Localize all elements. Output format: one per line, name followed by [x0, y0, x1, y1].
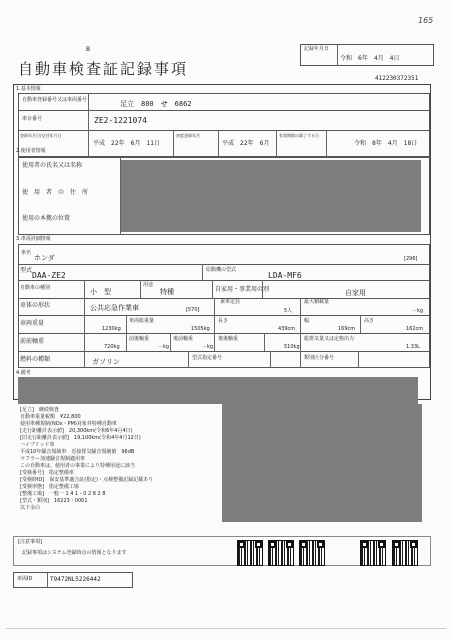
vehicle-name: ホンダ	[34, 254, 55, 262]
engine-model: LDA-MF6	[268, 271, 302, 280]
remark-line: 自動車重量税額 ¥22,800	[20, 414, 81, 420]
handwritten-page-number: 165	[418, 16, 434, 25]
vehicle-type-label: 自動車の種別	[20, 285, 51, 291]
rear-rear-axle: 510kg	[284, 344, 300, 350]
front-axle-label: 前前軸重	[20, 338, 45, 345]
form-letter: B	[86, 46, 91, 53]
body-shape-label: 車体の形状	[20, 302, 51, 309]
weight-label: 車両重量	[20, 320, 45, 327]
width-label: 幅	[304, 318, 310, 324]
remark-line: [足立] 継続検査	[20, 407, 59, 413]
expiry-date: 令和 8年 4月 18日	[354, 140, 418, 147]
front-rear-axle: －kg	[158, 344, 170, 350]
qr-code-icon	[360, 540, 386, 566]
user-address-label: 使 用 者 の 住 所	[22, 189, 89, 196]
purpose: 自家用	[345, 289, 366, 297]
rear-rear-axle-label: 後後軸重	[218, 336, 239, 342]
use: 特種	[160, 288, 174, 296]
section-remarks-heading: 4.備考	[16, 370, 31, 376]
reg-number-label: 自動車登録番号又は車両番号	[22, 97, 88, 103]
category-label: 類別区分番号	[304, 355, 335, 361]
width: 169cm	[338, 326, 356, 332]
notice-heading: [注意事項]	[18, 539, 42, 545]
remarks-side-redaction	[222, 404, 422, 522]
remark-line: 平成10年騒音規制車 近接排気騒音規制値 96dB	[20, 449, 135, 455]
displacement-label: 総排気量又は定格出力	[304, 336, 355, 342]
remark-line: この自動車は、使用者の事業により特種用途に該当	[20, 463, 136, 469]
length: 439cm	[278, 326, 296, 332]
max-load: －kg	[412, 308, 424, 314]
remark-line: [走行距離計表示値] 20,300km(令和6年4月4日)	[20, 428, 133, 434]
qr-code-icon	[299, 540, 325, 566]
height-label: 高さ	[364, 318, 375, 324]
expiry-label: 有効期間の満了する日	[279, 133, 319, 138]
vehicle-name-label: 車名	[21, 250, 32, 256]
displacement: 1.33L	[406, 344, 420, 350]
remark-line: ハイブリッド車	[20, 442, 55, 448]
qr-code-icon	[392, 540, 418, 566]
purpose-label: 自家用・事業用の別	[215, 286, 270, 293]
document-title: 自動車検査証記録事項	[18, 60, 189, 78]
notice-text: 記録事項はシステム登録時点の情報となります	[22, 550, 127, 556]
model-label: 型式	[20, 267, 33, 274]
type-designation-label: 型式指定番号	[192, 355, 223, 361]
length-label: 長さ	[218, 318, 229, 324]
reg-number: 足立 800 せ 6862	[120, 100, 192, 108]
first-reg-label: 初度登録年月	[176, 133, 200, 138]
chassis-number: ZE2-1221074	[94, 116, 147, 125]
remark-line: [型式・類別] 16223・0001	[20, 498, 88, 504]
gross-weight: 1505kg	[191, 326, 210, 332]
user-base-label: 使用の本拠の位置	[22, 215, 71, 222]
weight: 1230kg	[102, 326, 121, 332]
record-date-label: 記録年月日	[304, 46, 330, 52]
first-reg-date: 平成 22年 6月	[222, 140, 270, 147]
remark-line: [受検時ID] 保安基準適合証(指定)・点検整備記録記載あり	[20, 477, 154, 483]
remark-line: [整備工場] 一般一 1 4 1 - 0 2 8 2 8	[20, 491, 106, 497]
document-number: 412230372351	[375, 75, 419, 82]
front-rear-axle-label: 前後軸重	[129, 336, 150, 342]
issue-date-label: 登録年月日/交付年月日	[20, 133, 62, 138]
remark-line: 使用車種規制(NOx・PM)対象外特種自動車	[20, 421, 117, 427]
remarks-top-redaction	[18, 377, 418, 404]
max-load-label: 最大積載量	[304, 299, 330, 305]
remark-line: [受検形態] 指定整備工場	[20, 484, 79, 490]
qr-code-icon	[237, 540, 263, 566]
remark-line: 以下余白	[20, 505, 41, 511]
record-date: 令和 6年 4月 4日	[340, 55, 400, 62]
rear-front-axle-label: 後前軸重	[173, 336, 194, 342]
body-shape: 公共応急作業車	[90, 304, 139, 312]
user-name-label: 使用者の氏名又は名称	[22, 162, 83, 169]
remark-line: [旧走行距離計表示値] 19,100km(令和4年4月12日)	[20, 435, 141, 441]
use-label: 用途	[143, 282, 154, 288]
body-shape-code: [570]	[186, 307, 200, 313]
remark-line: [受検番号] 指定整備車	[20, 470, 74, 476]
section-vehicle-heading: 3.車両詳細情報	[16, 236, 51, 242]
vehicle-detail-block	[18, 244, 430, 368]
height: 162cm	[406, 326, 424, 332]
model: DAA-ZE2	[32, 271, 66, 280]
section-basic-heading: 1.基本情報	[16, 86, 41, 92]
remark-line: マフラー加速騒音規制適用車	[20, 456, 86, 462]
front-axle: 720kg	[104, 344, 120, 350]
section-user-heading: 2.使用者情報	[16, 148, 46, 154]
capacity-label: 乗車定員	[220, 299, 241, 305]
vehicle-id: T9472NL5226442	[50, 576, 101, 583]
fuel: ガソリン	[92, 358, 120, 366]
engine-label: 原動機の型式	[206, 267, 237, 273]
issue-date: 平成 22年 6月 11日	[93, 140, 161, 147]
capacity: 5人	[284, 308, 293, 314]
user-info-redaction	[121, 160, 421, 232]
vehicle-id-label: 車両ID	[17, 576, 33, 582]
vehicle-name-code: [296]	[404, 256, 418, 262]
gross-weight-label: 車両総重量	[129, 318, 155, 324]
fuel-label: 燃料の種類	[20, 356, 51, 363]
vehicle-type: 小 型	[90, 288, 111, 296]
chassis-label: 車台番号	[22, 116, 43, 122]
qr-code-icon	[268, 540, 294, 566]
rear-front-axle: －kg	[202, 344, 214, 350]
